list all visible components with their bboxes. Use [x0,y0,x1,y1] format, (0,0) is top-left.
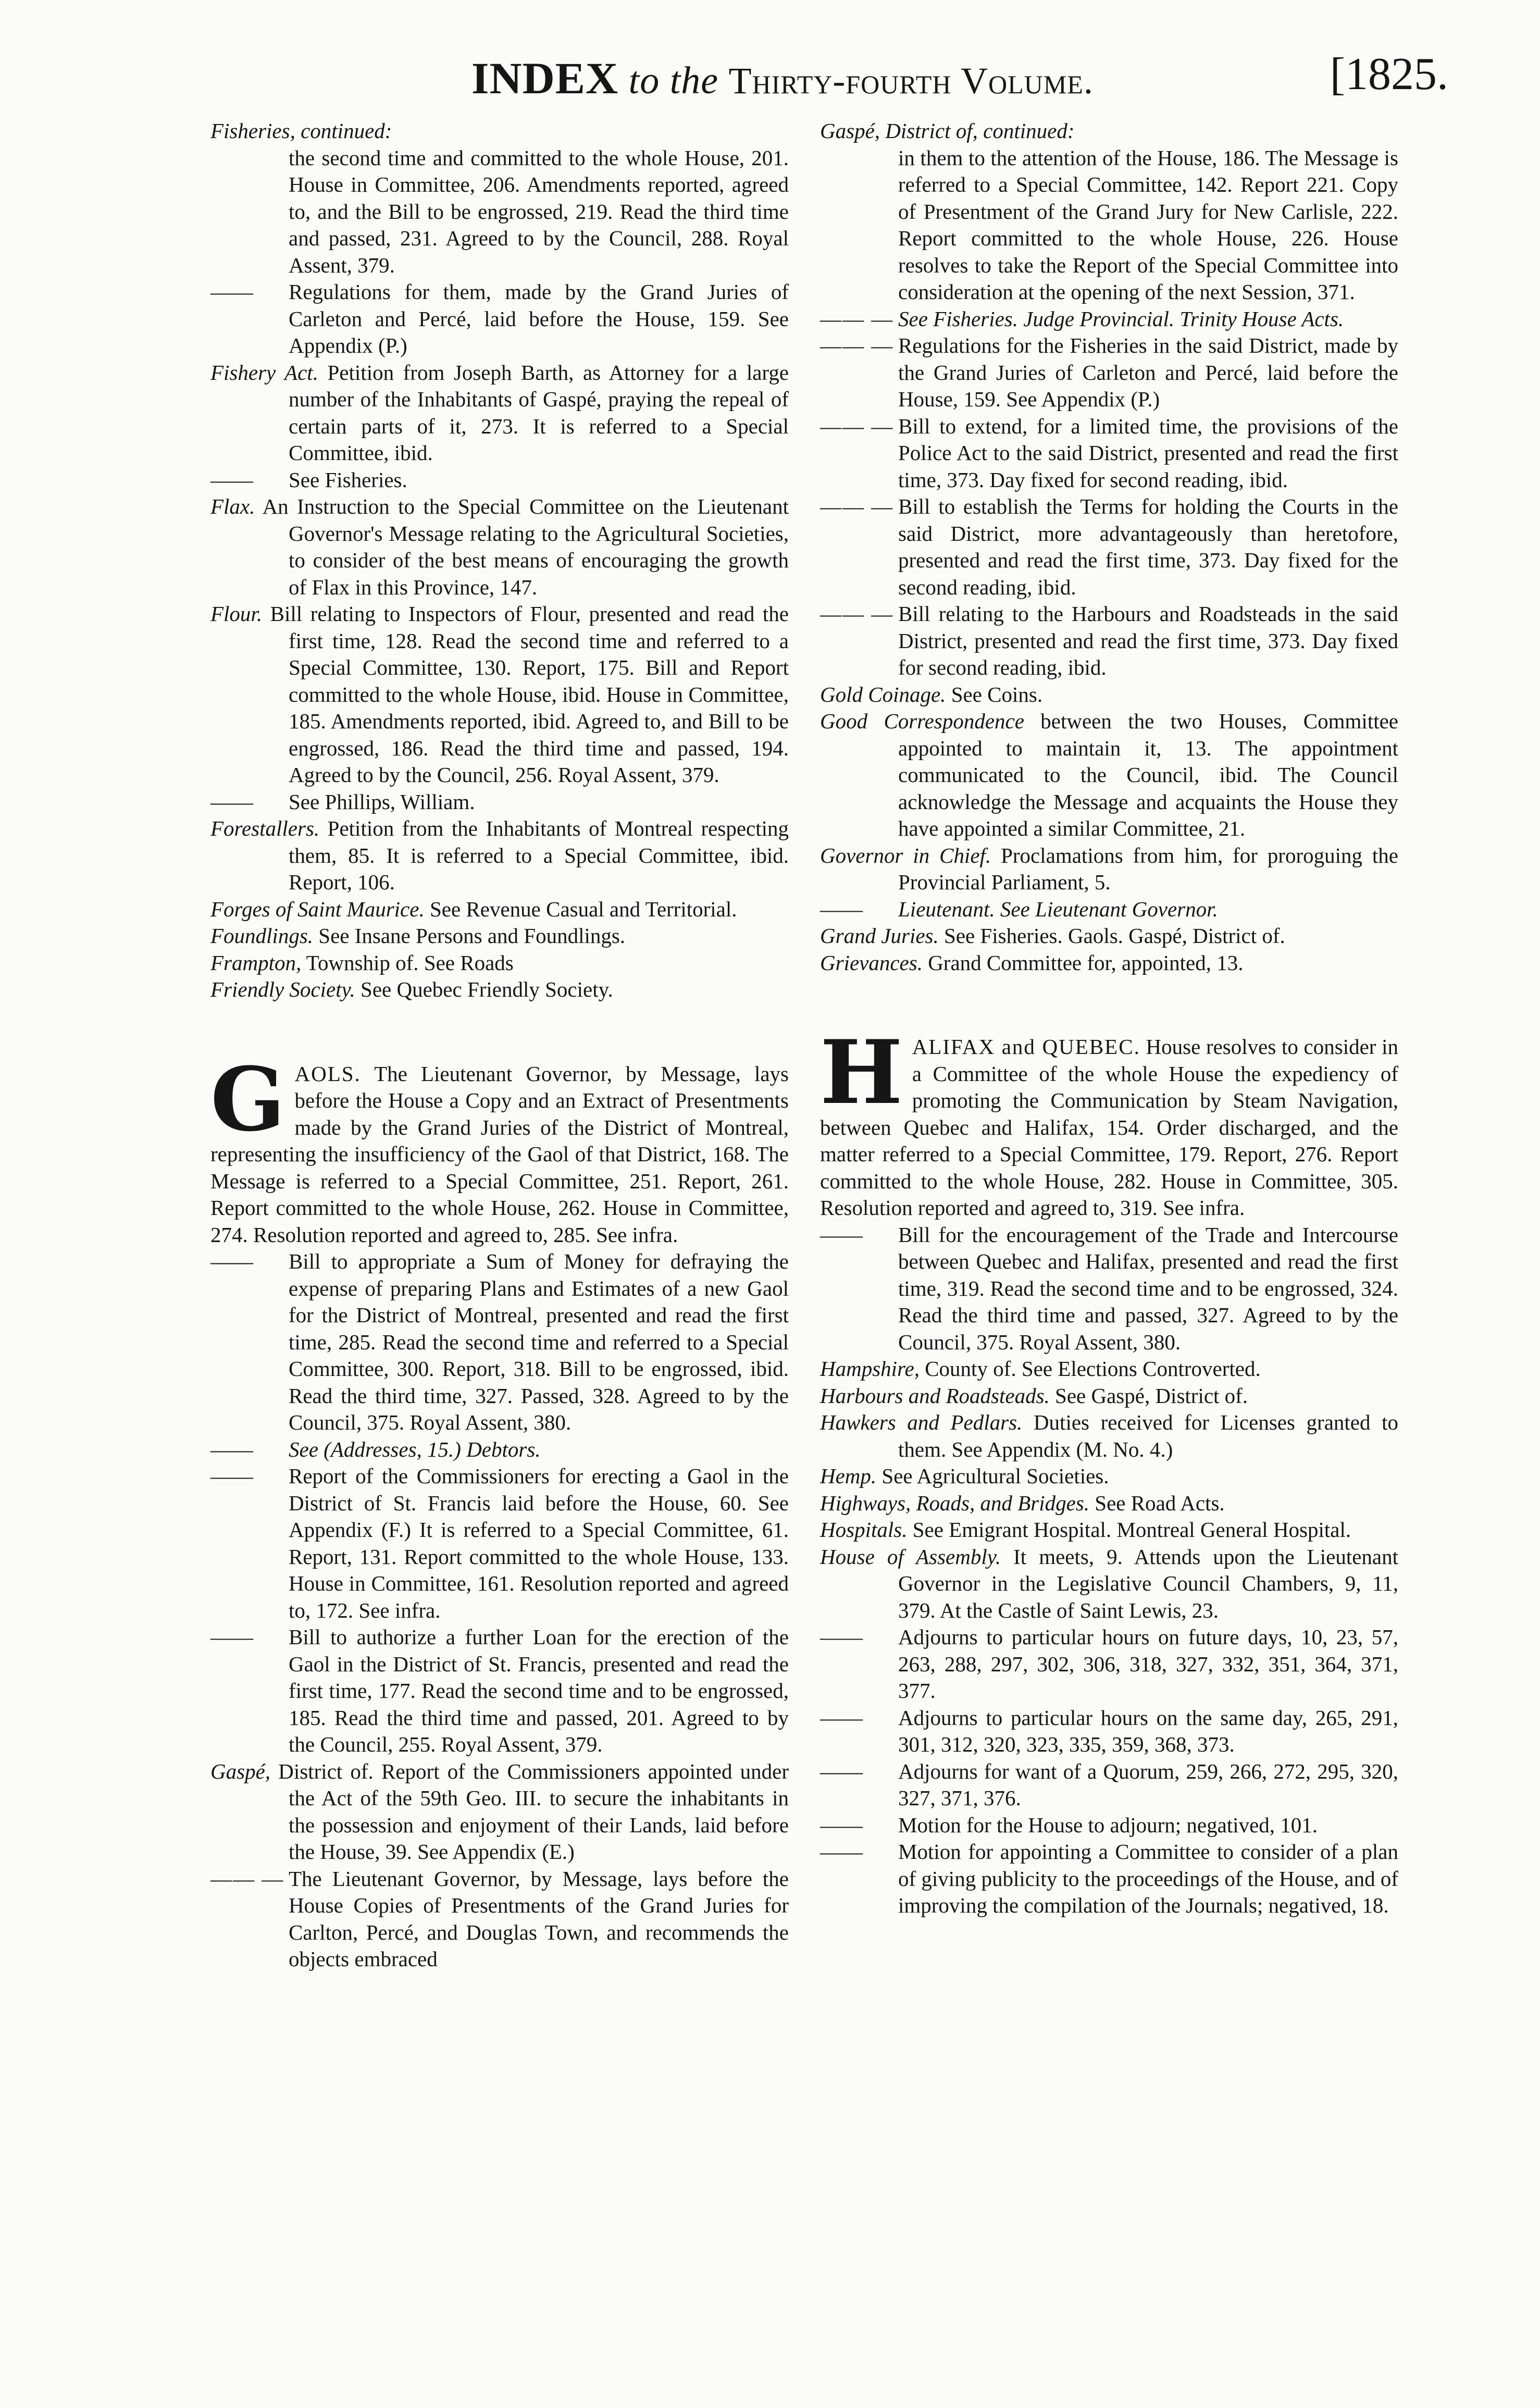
entry-term: Hawkers and Pedlars. [820,1410,1023,1434]
entry-text: See Fisheries. Judge Provincial. Trinity House Acts. [898,306,1344,331]
double-dash-marker: —— — [820,414,894,438]
entry-text: See (Addresses, 15.) Debtors. [289,1437,541,1461]
entry-gaspe-see [820,306,1398,333]
entry-term: AOLS. [294,1061,361,1086]
entry-text: Petition from Joseph Barth, as Attorney for a large number of the Inhabitants of Gaspé, praying the repeal of certain parts of it, 273. It is referred to a Special Committee, ibid. [289,360,789,465]
entry-gaspe-lt-governor [210,1866,789,1973]
entry-text: See Quebec Friendly Society. [361,977,613,1001]
entry-text: Lieutenant. See Lieutenant Governor. [898,897,1218,921]
entry-gold-coinage [820,681,1398,709]
entry-governor-in-chief [820,842,1398,896]
entry-text: See Fisheries. Gaols. Gaspé, District of. [944,924,1285,948]
em-dash-marker: —— [210,1625,253,1649]
entry-fisheries-regulations [210,279,789,359]
double-dash-marker: —— — [820,602,894,626]
em-dash-marker: —— [210,280,253,304]
entry-forestallers [210,815,789,896]
entry-term: Highways, Roads, and Bridges. [820,1491,1090,1515]
entry-flour-see [210,789,789,816]
entry-text: See Insane Persons and Foundlings. [318,924,626,948]
entry-fishery-see [210,467,789,494]
entry-text: Motion for the House to adjourn; negatived, 101. [898,1813,1318,1837]
entry-highways [820,1490,1398,1517]
entry-text: County of. See Elections Controverted. [925,1357,1261,1381]
em-dash-marker: —— [820,1222,863,1247]
entry-good-correspondence [820,708,1398,842]
entry-house-adjourns-quorum [820,1758,1398,1812]
entry-text: the second time and committed to the whole House, 201. House in Committee, 206. Amendments reported, agreed to, and the Bill to be engrossed, 219. Read the third time and passed, 231. Agreed to by the Council, 288. Royal Assent, 379. [289,145,789,277]
entry-fisheries-continued [210,145,789,279]
entry-text: Proclamations from him, for proroguing the Provincial Parliament, 5. [898,843,1398,894]
entry-term: Gold Coinage. [820,682,946,706]
entry-house-motion-adjourn [820,1812,1398,1839]
entry-text: See Road Acts. [1095,1491,1225,1515]
double-dash-marker: —— — [820,333,894,357]
entry-term: Forestallers. [210,816,320,840]
entry-term: House of Assembly. [820,1544,1001,1569]
entry-flour [210,601,789,789]
entry-text: Bill relating to Inspectors of Flour, presented and read the first time, 128. Read the second time and referred to a Special Committee, 130. Report, 175. Bill and Report committed to the whole House, ibid. House in Committee, 185. Amendments reported, ibid. Agreed to, and Bill to be engrossed, 186. Read the third time and passed, 194. Agreed to by the Council, 256. Royal Assent, 379. [270,602,789,787]
em-dash-marker: —— [820,1625,863,1649]
entry-text: Regulations for the Fisheries in the said District, made by the Grand Juries of Carleton and Percé, laid before the House, 159. See Appendix (P.) [898,333,1398,411]
em-dash-marker: —— [210,789,253,814]
entry-gaspe-police-bill [820,413,1398,494]
entry-term: Hospitals. [820,1518,908,1542]
entry-heading-gaspe: Gaspé, District of, continued: [820,119,1075,143]
entry-foundlings [210,923,789,950]
entry-frampton [210,950,789,977]
em-dash-marker: —— [820,1705,863,1730]
entry-gaols-report [210,1463,789,1624]
entry-text: Bill to establish the Terms for holding the Courts in the said District, more advantageously than heretofore, presented and read the first time, 373. Day fixed for the second reading, ibid. [898,494,1398,599]
entry-gaols-bill [210,1248,789,1436]
entry-text: Grand Committee for, appointed, 13. [928,950,1244,975]
entry-hospitals [820,1517,1398,1544]
entry-term: Gaspé, [210,1759,271,1783]
entry-text: Adjourns to particular hours on the same day, 265, 291, 301, 312, 320, 323, 335, 359, 368, 373. [898,1705,1398,1756]
entry-text: See Coins. [951,682,1043,706]
entry-gaspe-harbours-bill [820,601,1398,681]
entry-text: Adjourns to particular hours on future days, 10, 23, 57, 263, 288, 297, 302, 306, 318, 327, 332, 351, 364, 371, 377. [898,1625,1398,1703]
entry-heading-fisheries: Fisheries, continued: [210,119,392,143]
em-dash-marker: —— [820,1813,863,1837]
em-dash-marker: —— [210,1437,253,1461]
entry-gaols-loan [210,1624,789,1758]
entry-text: in them to the attention of the House, 186. The Message is referred to a Special Committee, 142. Report 221. Copy of Presentment of the Grand Jury for New Carlisle, 222. Report committed to the whole House, 226. House resolves to take the Report of the Special Committee into consideration at the opening of the next Session, 371. [898,145,1398,304]
entry-text: See Revenue Casual and Territorial. [429,897,737,921]
entry-text: Bill relating to the Harbours and Roadsteads in the said District, presented and read the first time, 373. Day fixed for second reading, ibid. [898,602,1398,679]
entry-text: Duties received for Licenses granted to them. See Appendix (M. No. 4.) [898,1410,1399,1461]
entry-term: Governor in Chief. [820,843,991,867]
entry-grievances [820,950,1398,977]
entry-grand-juries [820,923,1398,950]
double-dash-marker: —— — [820,494,894,518]
entry-term: Forges of Saint Maurice. [210,897,425,921]
em-dash-marker: —— [210,467,253,492]
em-dash-marker: —— [210,1249,253,1273]
entry-text: See Phillips, William. [289,789,475,814]
entry-hemp [820,1463,1398,1490]
entry-hawkers-pedlars [820,1409,1398,1463]
drop-cap-h: H [820,1021,903,1124]
entry-house-adjourns-future [820,1624,1398,1705]
double-dash-marker: —— — [820,306,894,331]
entry-text: Bill for the encouragement of the Trade and Intercourse between Quebec and Halifax, presented and read the first time, 319. Read the second time and to be engrossed, 324. Read the third time and passed, 327. Agreed to by the Council, 375. Royal Assent, 380. [898,1222,1398,1354]
entry-gaols-see [210,1436,789,1463]
entry-halifax-quebec [820,1021,1399,1222]
entry-text: Bill to extend, for a limited time, the provisions of the Police Act to the said District, presented and read the first time, 373. Day fixed for second reading, ibid. [898,414,1398,492]
entry-gaspe-terms-bill [820,493,1398,601]
entry-term: Frampton, [210,950,302,975]
title-volume: Thirty-fourth Volume. [728,60,1094,102]
entry-text: The Lieutenant Governor, by Message, lays before the House a Copy and an Extract of Presentments made by the Grand Juries of the District of Montreal, representing the insufficiency of the Gaol of that District, 168. The Message is referred to a Special Committee, 251. Report, 261. Report committed to the whole House, 262. House in Committee, 274. Resolution reported and agreed to, 285. See infra. [210,1061,789,1247]
entry-gaspe-continued [820,145,1398,306]
entry-text: Report of the Commissioners for erecting a Gaol in the District of St. Francis laid before the House, 60. See Appendix (F.) It is referred to a Special Committee, 61. Report, 131. Report committed to the whole House, 133. House in Committee, 161. Resolution reported and agreed to, 172. See infra. [289,1464,789,1622]
entry-term: Flour. [210,602,263,626]
title-to-the: to the [628,59,719,102]
page-header [208,48,1448,110]
drop-cap-g: G [210,1047,285,1151]
entry-text: Bill to appropriate a Sum of Money for defraying the expense of preparing Plans and Estimates of a new Gaol for the District of Montreal, presented and read the first time, 285. Read the second time and referred to a Special Committee, 300. Report, 318. Bill to be engrossed, ibid. Read the third time, 327. Passed, 328. Agreed to by the Council, 375. Royal Assent, 380. [289,1249,789,1434]
entry-text: Adjourns for want of a Quorum, 259, 266, 272, 295, 320, 327, 371, 376. [898,1759,1398,1810]
entry-text: See Emigrant Hospital. Montreal General Hospital. [912,1518,1351,1542]
left-column [210,118,789,1973]
entry-text: Township of. See Roads [306,950,514,975]
entry-term: Foundlings. [210,924,314,948]
entry-gaspe-regulations [820,332,1398,413]
entry-term: Friendly Society. [210,977,355,1001]
entry-term: Hampshire, [820,1357,920,1381]
entry-text: It meets, 9. Attends upon the Lieutenant Governor in the Legislative Council Chambers, 9, 11, 379. At the Castle of Saint Lewis, 23. [898,1544,1398,1622]
entry-term: Harbours and Roadsteads. [820,1383,1050,1408]
entry-term: ALIFAX and QUEBEC. [912,1035,1140,1059]
entry-text: See Gaspé, District of. [1055,1383,1248,1408]
entry-text: between the two Houses, Committee appointed to maintain it, 13. The appointment communicated to the Council, ibid. The Council acknowledge the Message and acquaints the House they have appointed a similar Committee, 21. [898,709,1398,840]
entry-gaols [210,1047,789,1249]
entry-text: District of. Report of the Commissioners appointed under the Act of the 59th Geo. III. to secure the inhabitants in the possession and enjoyment of their Lands, laid before the House, 39. See Appendix (E.) [278,1759,789,1864]
em-dash-marker: —— [820,897,863,921]
entry-term: Good Correspondence [820,709,1024,733]
entry-text: An Instruction to the Special Committee on the Lieutenant Governor's Message relating to the Agricultural Societies, to consider of the best means of encouraging the growth of Flax in this Province, 147. [262,494,789,599]
double-dash-marker: —— — [210,1866,284,1891]
entry-house-adjourns-same-day [820,1705,1398,1758]
entry-friendly-society [210,976,789,1003]
entry-text: Regulations for them, made by the Grand Juries of Carleton and Percé, laid before the House, 159. See Appendix (P.) [289,280,789,357]
title-index: INDEX [471,53,619,103]
entry-house-motion-committee [820,1839,1398,1919]
em-dash-marker: —— [820,1840,863,1864]
entry-term: Flax. [210,494,255,518]
entry-house-of-assembly [820,1544,1398,1624]
entry-text: House resolves to consider in a Committee of the whole House the expediency of promoting the Communication by Steam Navigation, between Quebec and Halifax, 154. Order discharged, and the matter referred to a Special Committee, 179. Report, 276. Report committed to the whole House, 282. House in Committee, 305. Resolution reported and agreed to, 319. See infra. [820,1035,1399,1220]
page-title [471,52,1094,104]
em-dash-marker: —— [210,1464,253,1488]
entry-text: Motion for appointing a Committee to consider of a plan of giving publicity to the proceedings of the House, and of improving the compilation of the Journals; negatived, 18. [898,1840,1398,1917]
entry-fishery-act [210,359,789,467]
entry-hampshire [820,1356,1398,1383]
year-marker: [1825. [1330,49,1448,100]
em-dash-marker: —— [820,1759,863,1783]
entry-flax [210,493,789,601]
entry-term: Grievances. [820,950,923,975]
entry-harbours-roadsteads [820,1383,1398,1410]
entry-term: Hemp. [820,1464,877,1488]
entry-text: See Fisheries. [289,467,407,492]
entry-halifax-bill [820,1222,1398,1356]
entry-gaspe [210,1758,789,1866]
entry-text: See Agricultural Societies. [881,1464,1109,1488]
entry-term: Grand Juries. [820,924,939,948]
entry-term: Fishery Act. [210,360,318,384]
right-column [820,118,1398,1919]
entry-governor-lieutenant [820,896,1398,923]
entry-text: Petition from the Inhabitants of Montreal respecting them, 85. It is referred to a Special Committee, ibid. Report, 106. [289,816,789,894]
entry-text: The Lieutenant Governor, by Message, lays before the House Copies of Presentments of the Grand Juries for Carlton, Percé, and Douglas Town, and recommends the objects embraced [289,1866,789,1971]
entry-text: Bill to authorize a further Loan for the erection of the Gaol in the District of St. Francis, presented and read the first time, 177. Read the second time and to be engrossed, 185. Read the third time and passed, 201. Agreed to by the Council, 255. Royal Assent, 379. [289,1625,789,1756]
entry-forges [210,896,789,923]
